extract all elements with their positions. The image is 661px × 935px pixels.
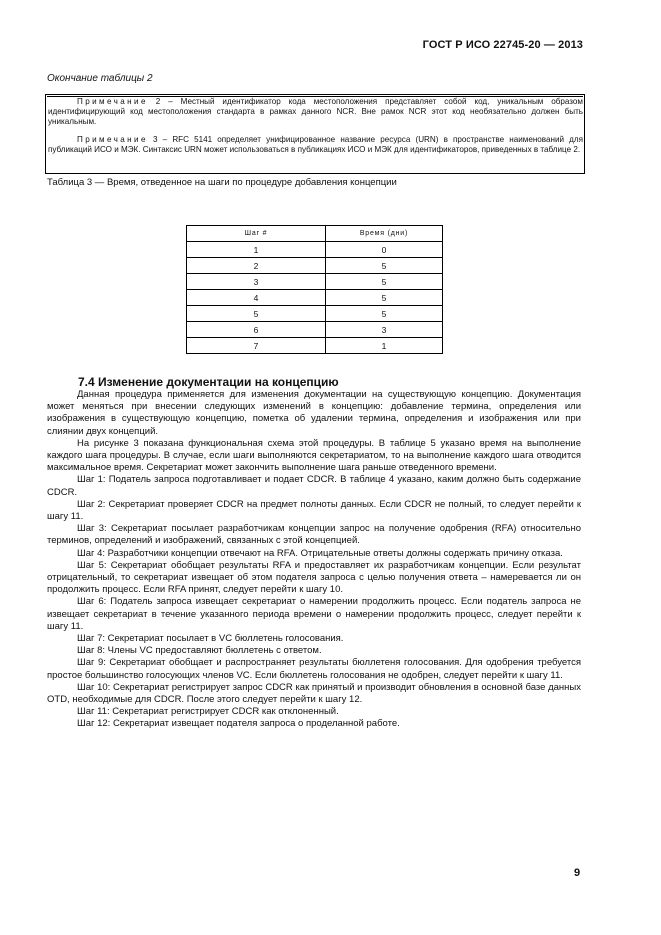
table-row xyxy=(187,338,443,354)
section-body xyxy=(47,389,581,731)
step-cell: 7 xyxy=(187,338,326,354)
step-paragraph: Шаг 6: Податель запроса извещает секретариат о намерении продолжить процесс. Если податель запроса не извещает секретариат в течение указанного периода времени о намерении продолжить процесс, следует перейти к шагу 11. xyxy=(47,596,581,632)
table-3 xyxy=(186,225,443,354)
note-3-label: Примечание xyxy=(77,135,148,144)
table-header-row xyxy=(187,226,443,242)
body-paragraph: Данная процедура применяется для изменения документации на существующую концепцию. Документация может меняться при внесении следующих изменений в концепцию: добавление термина, определения или изображения в существующую концепцию, пометка об удалении термина, определения и изображения или при слиянии двух концепций. xyxy=(47,389,581,437)
table-row xyxy=(187,242,443,258)
table-row xyxy=(187,322,443,338)
time-cell: 5 xyxy=(326,306,443,322)
step-paragraph: Шаг 1: Податель запроса подготавливает и подает CDCR. В таблице 4 указано, каким должно быть содержание CDCR. xyxy=(47,474,581,498)
time-cell: 0 xyxy=(326,242,443,258)
time-cell: 5 xyxy=(326,258,443,274)
step-paragraph: Шаг 3: Секретариат посылает разработчикам концепции запрос на получение одобрения (RFA) относительно терминов, определений и изображений, связанных с этой концепцией. xyxy=(47,523,581,547)
section-title: 7.4 Изменение документации на концепцию xyxy=(78,375,339,389)
step-paragraph: Шаг 4: Разработчики концепции отвечают на RFA. Отрицательные ответы должны содержать причину отказа. xyxy=(77,547,563,559)
table-row xyxy=(187,290,443,306)
body-paragraph: На рисунке 3 показана функциональная схема этой процедуры. В таблице 5 указано время на выполнение каждого шага процедуры. В случае, если шаги выполняются секретариатом, то на выполнение каждого шага отводится максимальное время. Секретариат может закончить выполнение шага раньше отведенного времени. xyxy=(47,437,581,474)
column-header-step: Шаг # xyxy=(187,226,326,242)
step-paragraph: Шаг 5: Секретариат обобщает результаты RFA и предоставляет их разработчикам концепции. Если результат отрицательный, то секретариат извещает об этом подателя запроса с целью получения ответа – намеревается ли он продолжить процесс. Если RFA принят, следует перейти к шагу 10. xyxy=(47,559,581,596)
step-paragraph: Шаг 2: Секретариат проверяет CDCR на предмет полноты данных. Если CDCR не полный, то следует перейти к шагу 11. xyxy=(47,498,581,523)
document-id: ГОСТ Р ИСО 22745-20 — 2013 xyxy=(422,39,583,51)
time-cell: 5 xyxy=(326,290,443,306)
note-2 xyxy=(48,97,583,127)
column-header-time: Время (дни) xyxy=(326,226,443,242)
step-paragraph: Шаг 9: Секретариат обобщает и распространяет результаты бюллетеня голосования. Для одобрения требуется простое большинство голосующих членов VC. Если бюллетень голосования не одобрен, следует перейти к шагу 11. xyxy=(47,657,581,681)
note-3 xyxy=(48,135,583,155)
time-cell: 3 xyxy=(326,322,443,338)
step-cell: 5 xyxy=(187,306,326,322)
time-cell: 1 xyxy=(326,338,443,354)
step-cell: 4 xyxy=(187,290,326,306)
note-2-label: Примечание xyxy=(77,97,148,106)
step-cell: 1 xyxy=(187,242,326,258)
note-2-text: 2 – Местный идентификатор кода местоположения представляет собой код, уникальным образом идентифицирующий код местоположения стандарта в рамках данного NCR. Вне рамок NCR этот код необязательно должен быть уникальным. xyxy=(48,97,583,126)
table-row xyxy=(187,274,443,290)
table-continuation-label: Окончание таблицы 2 xyxy=(47,73,153,84)
step-cell: 3 xyxy=(187,274,326,290)
step-cell: 6 xyxy=(187,322,326,338)
table-3-caption: Таблица 3 — Время, отведенное на шаги по процедуре добавления концепции xyxy=(47,177,397,188)
table-row xyxy=(187,306,443,322)
page-number: 9 xyxy=(574,867,581,879)
step-paragraph: Шаг 10: Секретариат регистрирует запрос CDCR как принятый и производит обновления в основной базе данных OTD, необходимые для CDCR. После этого следует перейти к шагу 12. xyxy=(47,681,581,706)
step-paragraph: Шаг 11: Секретариат регистрирует CDCR как отклоненный. xyxy=(77,706,339,718)
table-row xyxy=(187,258,443,274)
step-paragraph: Шаг 8: Члены VC предоставляют бюллетень с ответом. xyxy=(77,645,322,657)
step-paragraph: Шаг 7: Секретариат посылает в VC бюллетень голосования. xyxy=(77,633,344,645)
step-paragraph: Шаг 12: Секретариат извещает подателя запроса о проделанной работе. xyxy=(77,718,400,730)
step-cell: 2 xyxy=(187,258,326,274)
note-3-text: 3 – RFC 5141 определяет унифицированное название ресурса (URN) в пространстве наименований для публикаций ИСО и МЭК. Синтаксис URN может использоваться в публикациях ИСО и МЭК для идентификаторов, приведенных в таблице 2. xyxy=(48,135,583,154)
time-cell: 5 xyxy=(326,274,443,290)
